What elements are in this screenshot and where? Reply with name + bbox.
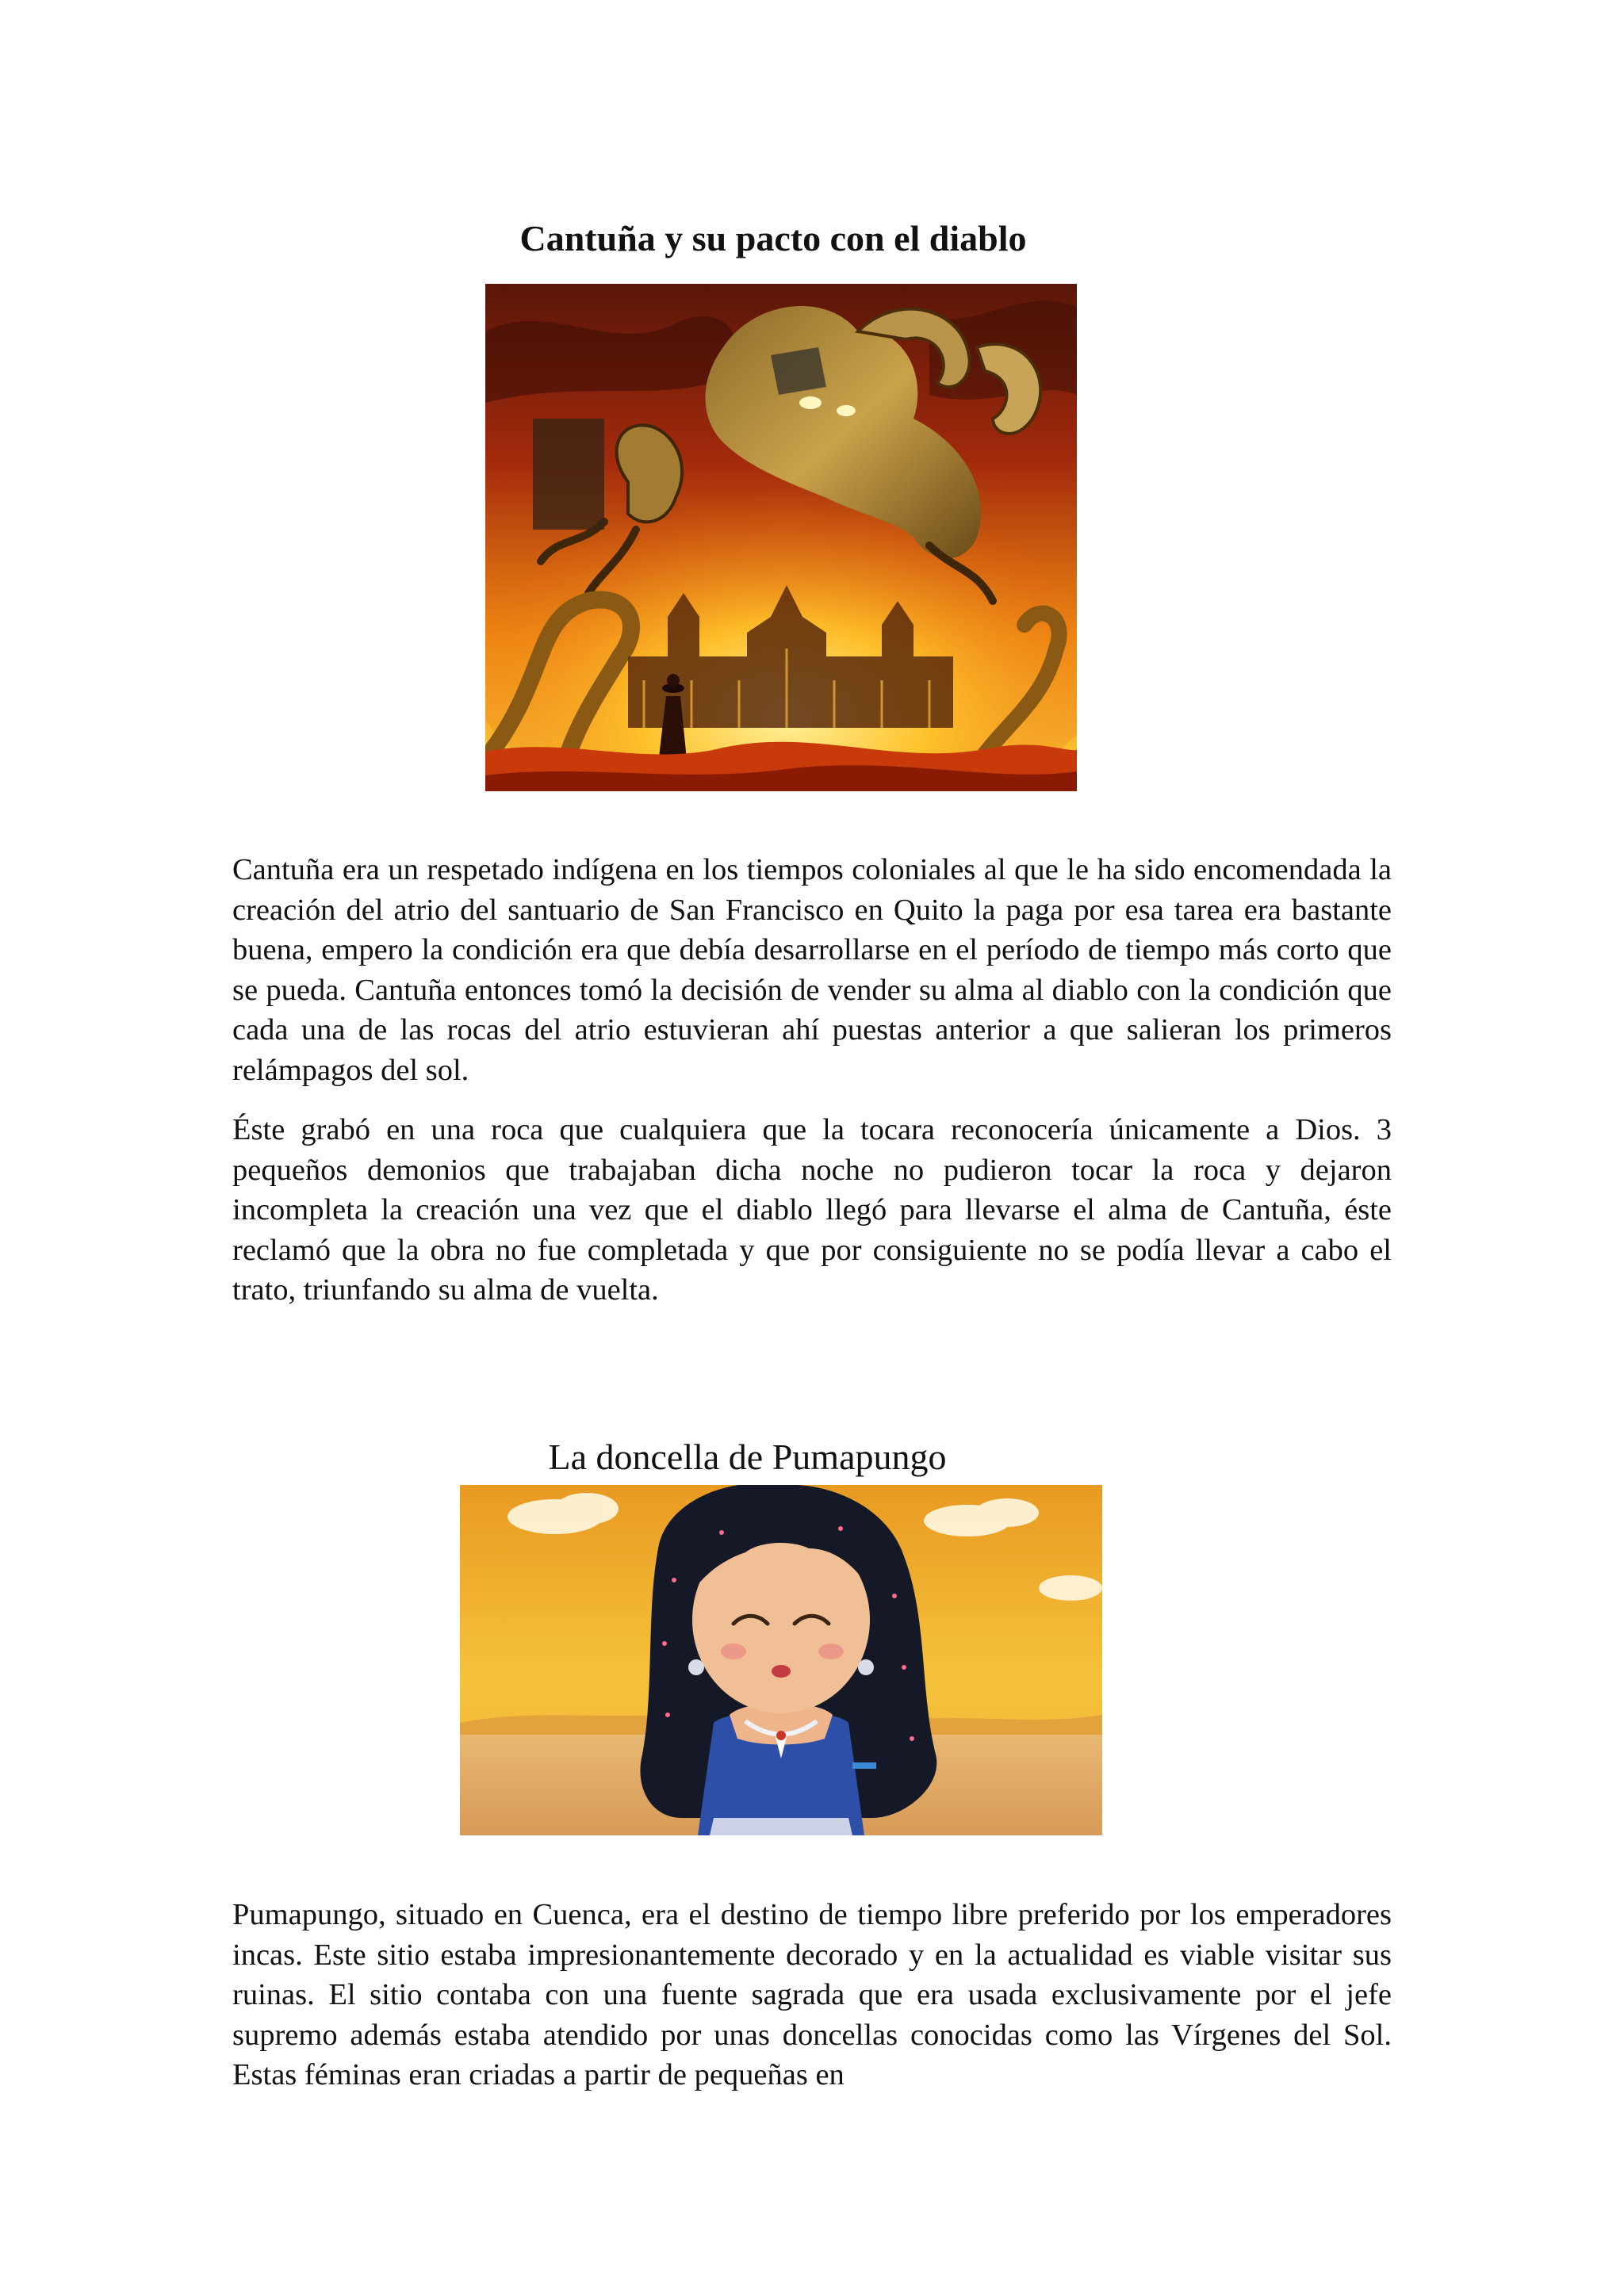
paragraph-cantuna-1: Cantuña era un respetado indígena en los tiempos coloniales al que le ha sido encomendada la creación del atrio del santuario de San Francisco en Quito la paga por esa tarea era bastante buena, empero la condición era que debía desarrollarse en el período de tiempo más corto que se pueda. Cantuña entonces tomó la decisión de vender su alma al diablo con la condición que cada una de las rocas del atrio estuvieran ahí puestas anterior a que salieran los primeros relámpagos del sol. [232,853,1392,1087]
section-title-cantuna: Cantuña y su pacto con el diablo [519,217,1027,258]
maiden-illustration [460,1485,1102,1835]
section-title-pumapungo: La doncella de Pumapungo [548,1437,947,1478]
devil-illustration [485,284,1077,791]
paragraph-cantuna-2: Éste grabó en una roca que cualquiera que la tocara reconocería únicamente a Dios. 3 pequeños demonios que trabajaban dicha noche no pudieron tocar la roca y dejaron incompleta la creación una vez que el diablo llegó para llevarse el alma de Cantuña, éste reclamó que la obra no fue completada y que por consiguiente no se podía llevar a cabo el trato, triunfando su alma de vuelta. [232,1113,1392,1307]
paragraph-pumapungo-1: Pumapungo, situado en Cuenca, era el destino de tiempo libre preferido por los emperadores incas. Este sitio estaba impresionantemente decorado y en la actualidad es viable visitar sus ruinas. El sitio contaba con una fuente sagrada que era usada exclusivamente por el jefe supremo además estaba atendido por unas doncellas conocidas como las Vírgenes del Sol. Estas féminas eran criadas a partir de pequeñas en [232,1898,1392,2091]
